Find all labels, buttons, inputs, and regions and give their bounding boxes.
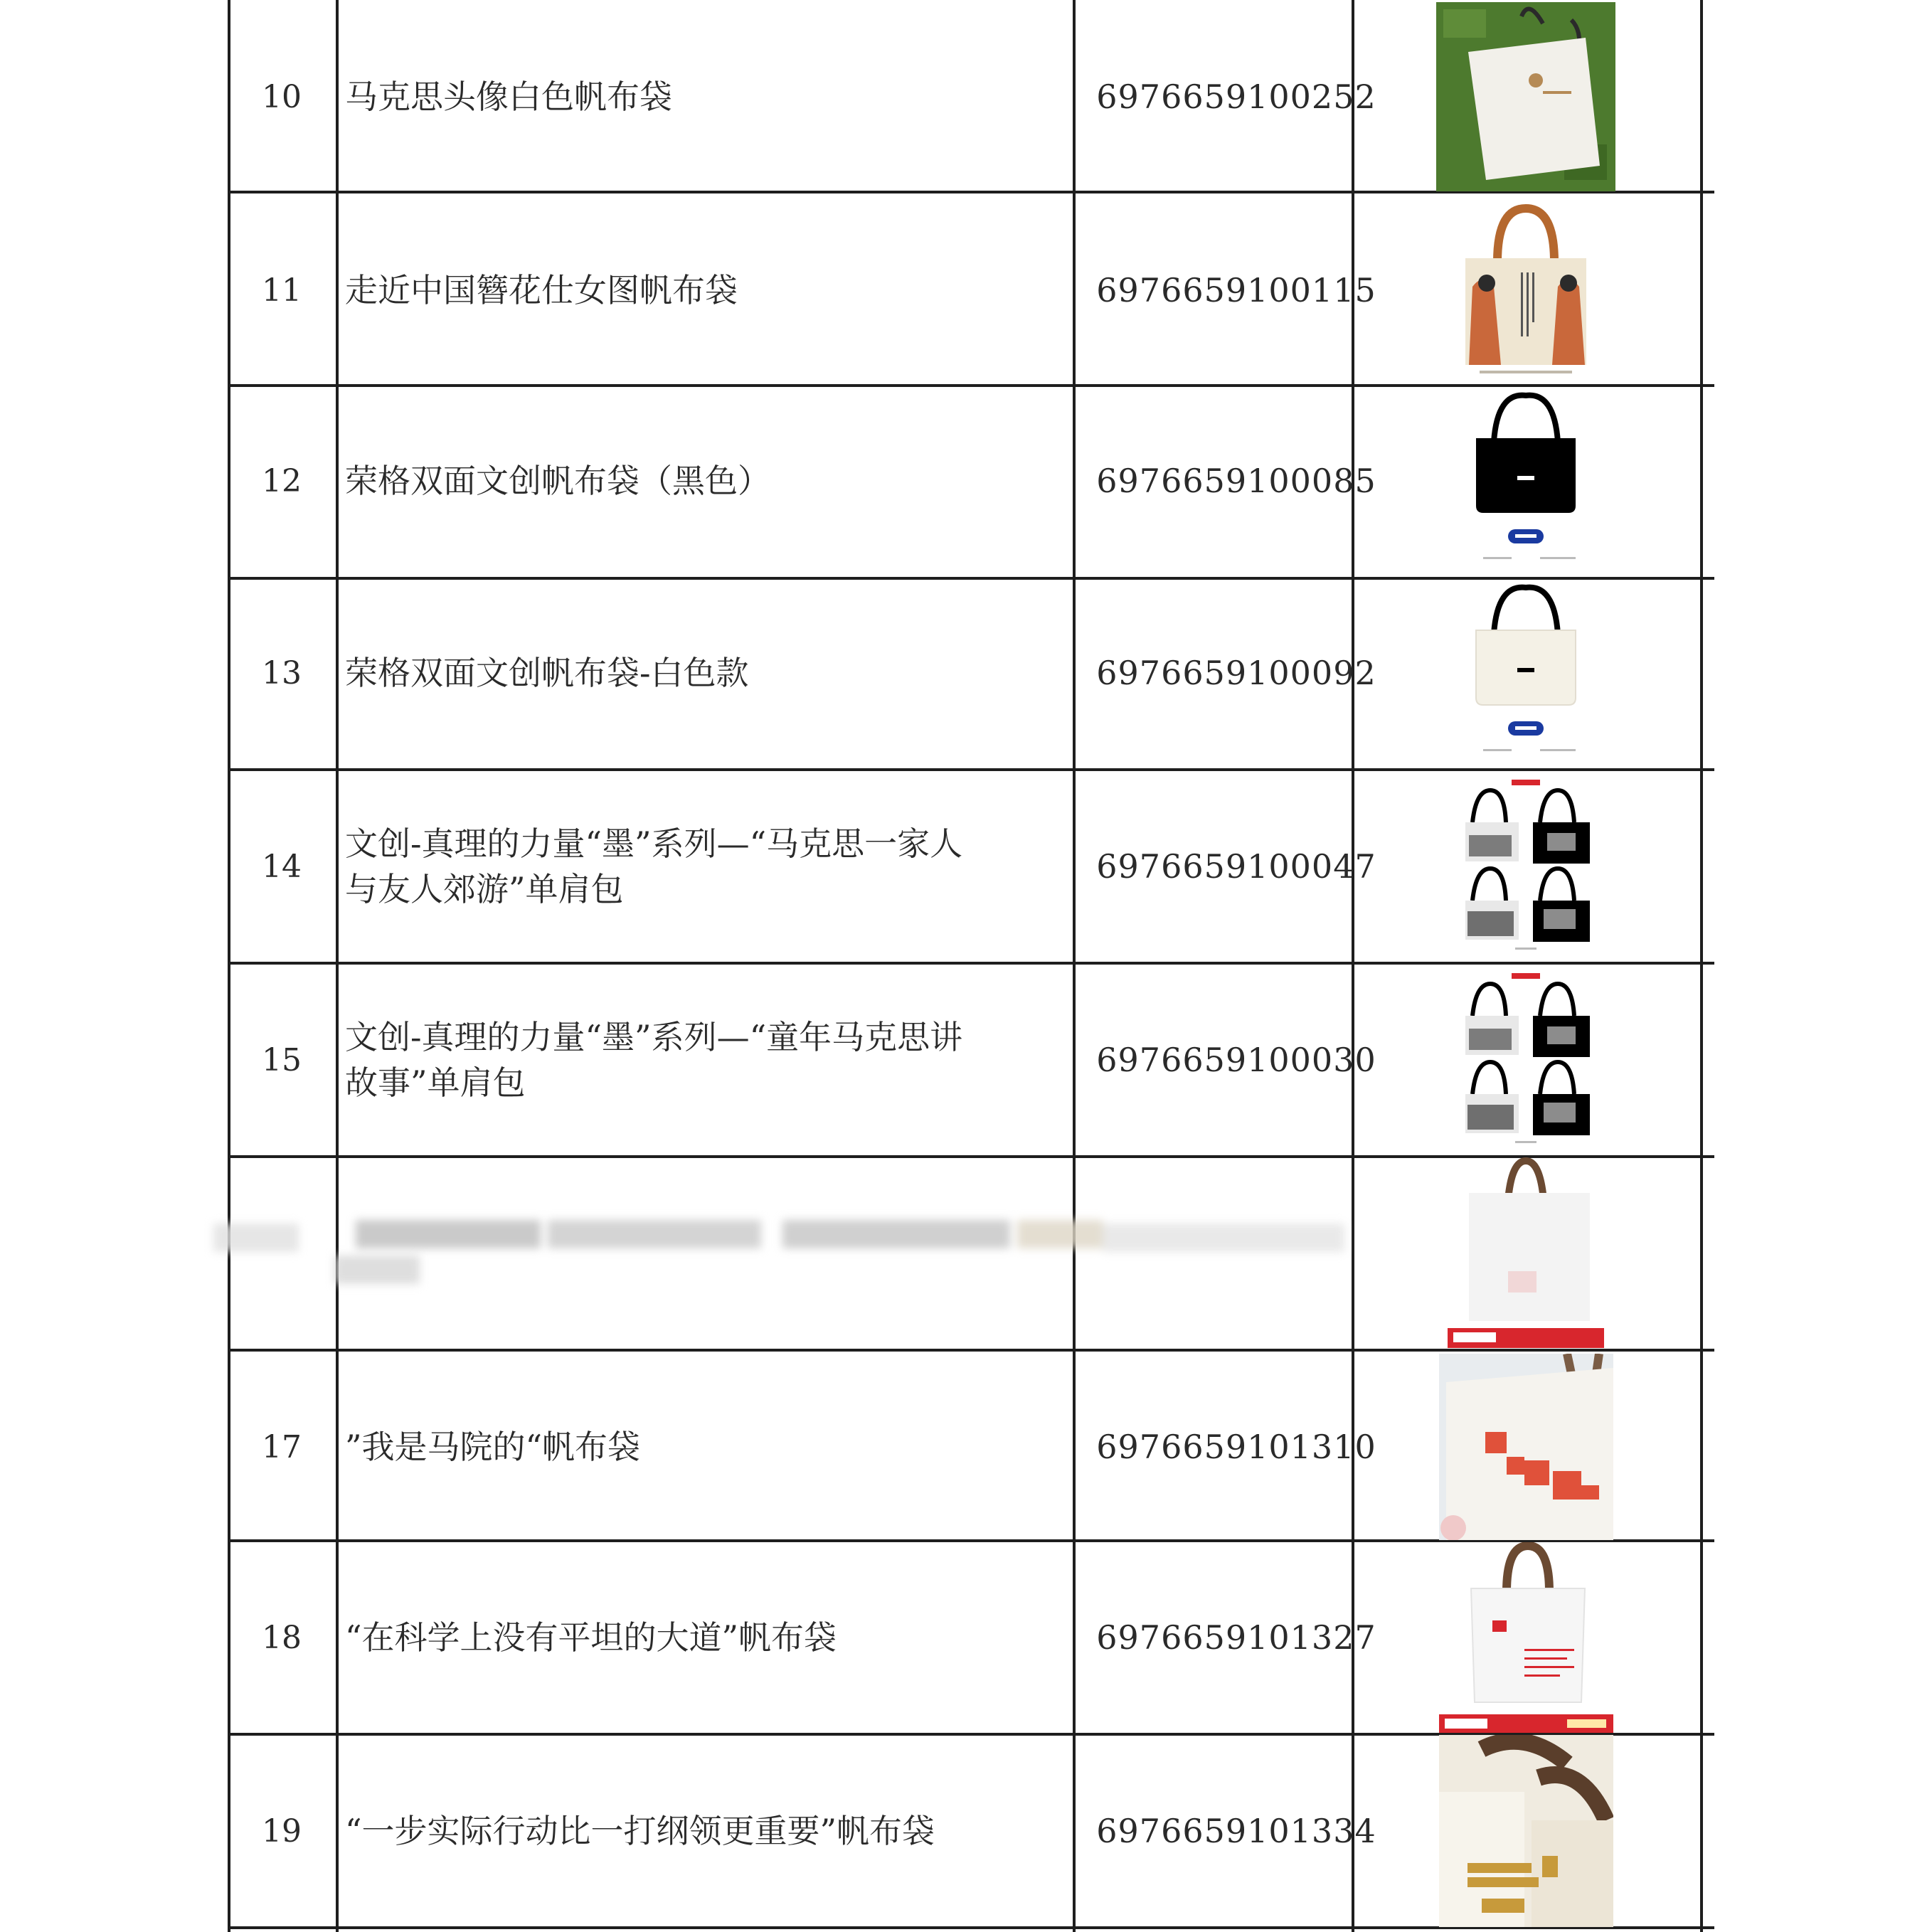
product-name [345, 576, 1071, 770]
product-barcode: 6976659100115 [1096, 271, 1376, 309]
product-image [1352, 770, 1700, 963]
product-barcode: 6976659100252 [1096, 78, 1376, 116]
product-name [345, 384, 1071, 578]
table-row [228, 384, 1714, 578]
product-name-line: 荣格双面文创帆布袋（黑色） [345, 462, 770, 500]
table-row [228, 1541, 1714, 1734]
product-image [1352, 963, 1700, 1157]
row-number: 18 [262, 1619, 302, 1656]
product-image [1352, 0, 1700, 193]
row-number: 13 [262, 654, 302, 691]
table-row [228, 0, 1714, 193]
product-name [345, 770, 1071, 963]
white-brown-handle-tote-icon [1439, 1542, 1613, 1733]
product-name [345, 1734, 1071, 1928]
product-barcode: 6976659100092 [1096, 654, 1376, 692]
row-number: 12 [262, 462, 302, 499]
table-row [228, 963, 1714, 1157]
product-barcode: 6976659101310 [1096, 1428, 1376, 1466]
table-row [228, 576, 1714, 770]
product-name-line: “在科学上没有平坦的大道”帆布袋 [345, 1618, 837, 1657]
product-name [345, 0, 1071, 193]
product-name-line: 荣格双面文创帆布袋-白色款 [345, 654, 749, 692]
product-image [1352, 576, 1700, 770]
product-name-line: 文创-真理的力量“墨”系列—“马克思一家人 [345, 824, 963, 863]
product-name-line: 文创-真理的力量“墨”系列—“童年马克思讲 [345, 1018, 963, 1056]
product-name [345, 963, 1071, 1157]
product-image [1352, 1541, 1700, 1734]
blur-block [548, 1220, 761, 1248]
table-row [228, 1350, 1714, 1544]
black-tote-icon [1455, 392, 1597, 570]
product-name-line: 故事”单肩包 [345, 1063, 526, 1102]
blur-block [356, 1220, 541, 1248]
product-image [1352, 1350, 1700, 1544]
product-barcode: 6976659101334 [1096, 1812, 1376, 1850]
product-name-line: 马克思头像白色帆布袋 [345, 78, 672, 116]
row-number: 10 [262, 78, 302, 115]
table-row [228, 1734, 1714, 1928]
product-name-line: “一步实际行动比一打纲领更重要”帆布袋 [345, 1812, 935, 1850]
product-name [345, 1350, 1071, 1544]
product-image [1352, 1157, 1700, 1350]
product-image [1352, 384, 1700, 578]
row-number: 14 [262, 848, 302, 885]
redaction-blur [213, 1202, 1359, 1309]
product-name-line: ”我是马院的“帆布袋 [345, 1428, 641, 1466]
blur-block [782, 1220, 1010, 1248]
white-tote-icon [1455, 584, 1597, 762]
table-row [228, 770, 1714, 963]
row-number: 17 [262, 1428, 302, 1465]
row-number: 19 [262, 1812, 302, 1849]
blur-block [334, 1256, 420, 1284]
ink-series-tote-grid-icon [1455, 973, 1597, 1147]
blur-block [1017, 1220, 1103, 1248]
product-name [345, 1541, 1071, 1734]
blurred-tote-icon [1440, 1157, 1611, 1349]
product-barcode: 6976659100047 [1096, 847, 1376, 886]
blur-block [1103, 1224, 1344, 1252]
red-text-tote-icon [1439, 1354, 1613, 1540]
blur-block [213, 1224, 299, 1252]
product-barcode: 6976659100030 [1096, 1041, 1376, 1079]
table-row [228, 193, 1714, 387]
row-number: 15 [262, 1041, 302, 1078]
product-barcode: 6976659101327 [1096, 1618, 1376, 1657]
cream-tote-closeup-icon [1439, 1735, 1613, 1927]
painted-ladies-tote-icon [1458, 201, 1593, 379]
ink-series-tote-grid-icon [1455, 780, 1597, 954]
product-image [1352, 1734, 1700, 1928]
product-name [345, 193, 1071, 387]
product-image [1352, 193, 1700, 387]
product-barcode: 6976659100085 [1096, 462, 1376, 500]
product-name-line: 走近中国簪花仕女图帆布袋 [345, 271, 738, 309]
white-canvas-tote-on-grass-icon [1436, 2, 1615, 191]
product-name-line: 与友人郊游”单肩包 [345, 870, 624, 908]
row-number: 11 [262, 272, 302, 309]
